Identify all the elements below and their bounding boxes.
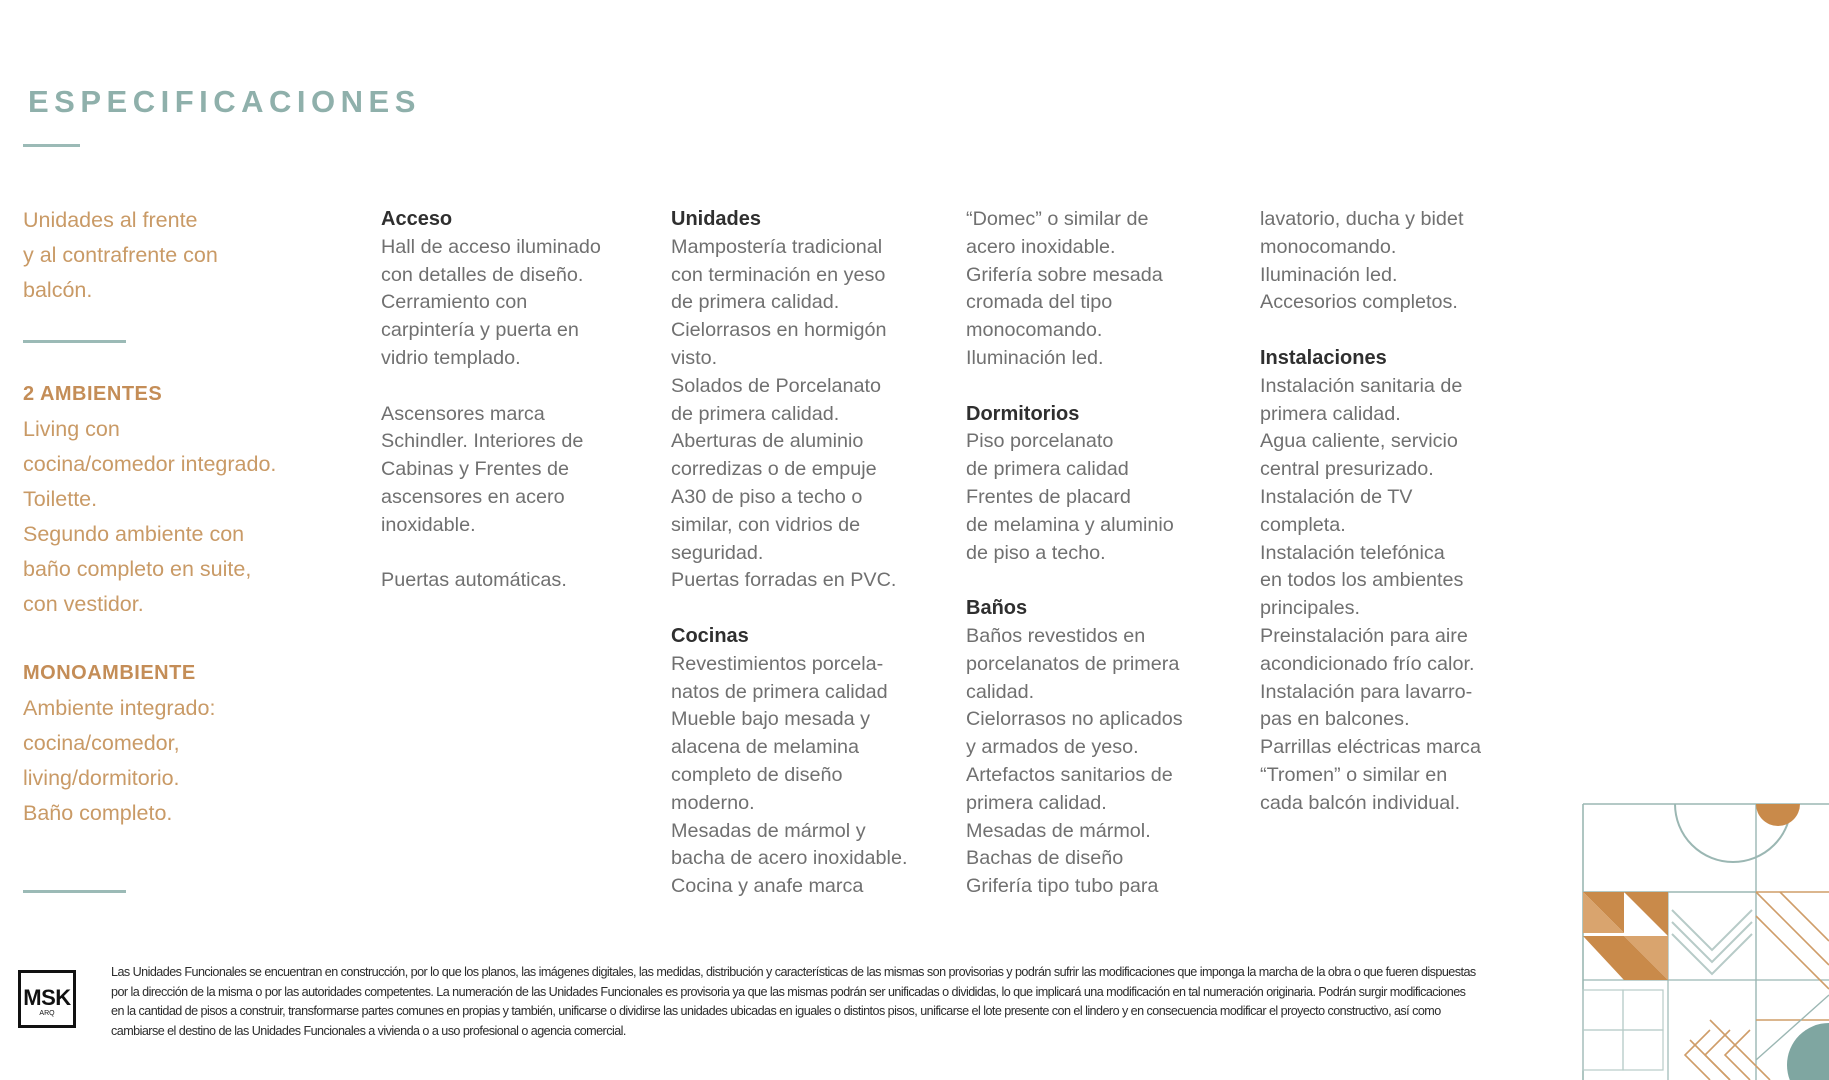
cocinas-title: Cocinas [671,624,749,647]
unidades-line: seguridad. [671,541,764,564]
logo-sub-text: ARQ [39,1010,55,1017]
column-acceso [381,206,601,595]
title-divider [23,144,80,147]
instalaciones-line: central presurizado. [1260,458,1434,481]
disclaimer-line: en la cantidad de pisos a construir, transformarse partes comunes en propias y también, unificarse o dividirse las unidades ubicadas en iguales o distintos pisos, unificarse el lote presente con el lindero y en consecuencia modificar el proyecto constructivo, así como [111,1004,1441,1019]
intro-line: Unidades al frente [23,208,198,232]
banos-line: Artefactos sanitarios de [966,763,1173,786]
dormitorios-line: de piso a techo. [966,541,1106,564]
cocinas-line: bacha de acero inoxidable. [671,847,908,870]
column-unidades [671,206,907,901]
dormitorios-line: Frentes de placard [966,485,1131,508]
mono-line: cocina/comedor, [23,731,180,755]
ascensores-line: ascensores en acero [381,485,565,508]
instalaciones-line: pas en balcones. [1260,708,1410,731]
cocinas-line: moderno. [671,791,755,814]
unidades-line: con terminación en yeso [671,263,886,286]
instalaciones-line: acondicionado frío calor. [1260,652,1475,675]
banos-title: Baños [966,597,1028,620]
column-dormitorios-banos [966,206,1183,901]
cocinas-line: Cocina y anafe marca [671,875,864,898]
mono-line: Ambiente integrado: [23,696,216,720]
two-rooms-heading: 2 AMBIENTES [23,383,163,405]
acceso-line: vidrio templado. [381,346,521,369]
banos-continued-line: Accesorios completos. [1260,291,1458,314]
intro-line: y al contrafrente con [23,243,218,267]
ascensores-line: Schindler. Interiores de [381,430,584,453]
mono-heading: MONOAMBIENTE [23,662,196,684]
cocinas-line: Mueble bajo mesada y [671,708,871,731]
acceso-line: carpintería y puerta en [381,319,579,342]
cocinas-line: Revestimientos porcela- [671,652,884,675]
instalaciones-line: Instalación telefónica [1260,541,1445,564]
ascensores-line: Ascensores marca [381,402,545,425]
dormitorios-line: de melamina y aluminio [966,513,1174,536]
instalaciones-line: Agua caliente, servicio [1260,430,1458,453]
two-rooms-line: Living con [23,417,120,441]
banos-line: Mesadas de mármol. [966,819,1151,842]
acceso-line: con detalles de diseño. [381,263,584,286]
msk-logo [18,970,76,1028]
cocinas-continued-line: “Domec” o similar de [966,208,1149,230]
unidades-line: Puertas forradas en PVC. [671,569,897,592]
unidades-line: visto. [671,346,718,369]
two-rooms-line: con vestidor. [23,592,144,616]
cocinas-continued-line: acero inoxidable. [966,235,1116,258]
cocinas-line: Mesadas de mármol y [671,819,866,842]
column-instalaciones [1260,206,1481,818]
banos-line: Grifería tipo tubo para [966,875,1159,898]
page-title: ESPECIFICACIONES [28,84,421,119]
two-rooms-line: baño completo en suite, [23,557,252,581]
puertas-line: Puertas automáticas. [381,569,567,592]
acceso-title: Acceso [381,208,453,230]
instalaciones-line: Preinstalación para aire [1260,624,1468,647]
cocinas-line: alacena de melamina [671,736,860,759]
teal-circle [1787,1023,1829,1080]
instalaciones-line: Instalación de TV [1260,485,1413,508]
dormitorios-line: de primera calidad [966,458,1129,481]
banos-line: primera calidad. [966,791,1107,814]
dormitorios-line: Piso porcelanato [966,430,1114,453]
instalaciones-line: Parrillas eléctricas marca [1260,736,1481,759]
two-rooms-section [23,377,276,622]
instalaciones-line: Instalación sanitaria de [1260,374,1463,397]
orange-half-circle [1756,804,1800,826]
unidades-line: de primera calidad. [671,291,840,314]
banos-continued-line: monocomando. [1260,235,1397,258]
decorative-pattern [1580,800,1829,1080]
instalaciones-title: Instalaciones [1260,346,1387,369]
mono-line: Baño completo. [23,801,173,825]
unidades-line: Aberturas de aluminio [671,430,864,453]
instalaciones-line: primera calidad. [1260,402,1401,425]
ascensores-line: inoxidable. [381,513,476,536]
unidades-line: de primera calidad. [671,402,840,425]
instalaciones-line: completa. [1260,513,1346,536]
two-rooms-line: cocina/comedor integrado. [23,452,277,476]
cocinas-line: completo de diseño [671,763,843,786]
unidades-title: Unidades [671,208,762,230]
ascensores-line: Cabinas y Frentes de [381,458,570,481]
banos-continued-line: Iluminación led. [1260,263,1398,286]
mono-section [23,656,215,831]
cocinas-continued-line: Grifería sobre mesada [966,263,1163,286]
instalaciones-line: en todos los ambientes [1260,569,1464,592]
dormitorios-title: Dormitorios [966,402,1080,425]
banos-line: calidad. [966,680,1035,703]
intro-text [23,203,218,308]
banos-line: porcelanatos de primera [966,652,1180,675]
intro-divider [23,340,126,343]
banos-continued-line: lavatorio, ducha y bidet [1260,208,1464,230]
banos-line: Bachas de diseño [966,847,1124,870]
unidades-line: Cielorrasos en hormigón [671,319,887,342]
banos-line: Cielorrasos no aplicados [966,708,1183,731]
unidades-line: similar, con vidrios de [671,513,861,536]
instalaciones-line: Instalación para lavarro- [1260,680,1473,703]
disclaimer-line: Las Unidades Funcionales se encuentran en construcción, por lo que los planos, las imágenes digitales, las medidas, distribución y características de las mismas son provisorias y podrán sufrir las modificaciones que imponga la marcha de la obra o que fueren dispuestas [111,965,1476,979]
cocinas-continued-line: monocomando. [966,319,1103,342]
unidades-line: A30 de piso a techo o [671,485,863,508]
instalaciones-line: “Tromen” o similar en [1260,763,1448,786]
cocinas-continued-line: Iluminación led. [966,346,1104,369]
banos-line: Baños revestidos en [966,624,1146,647]
instalaciones-line: cada balcón individual. [1260,791,1461,814]
acceso-line: Cerramiento con [381,291,528,314]
cocinas-continued-line: cromada del tipo [966,291,1113,314]
mono-line: living/dormitorio. [23,766,180,790]
intro-line: balcón. [23,278,93,302]
disclaimer-line: cambiarse el destino de las Unidades Funcionales a vivienda o a uso profesional o agencia comercial. [111,1023,626,1038]
banos-line: y armados de yeso. [966,736,1139,759]
two-rooms-line: Toilette. [23,487,98,511]
two-rooms-line: Segundo ambiente con [23,522,245,546]
unidades-line: corredizas o de empuje [671,458,877,481]
instalaciones-line: principales. [1260,597,1361,620]
acceso-line: Hall de acceso iluminado [381,235,601,258]
unidades-line: Solados de Porcelanato [671,374,882,397]
legal-disclaimer [111,963,1533,1041]
mono-divider [23,890,126,893]
logo-main-text: MSK [23,985,71,1010]
disclaimer-line: por la dirección de la misma o por las autoridades competentes. La numeración de las Unidades Funcionales es provisoria ya que las mismas podrán ser unificadas o divididas, lo que implicará una modificación en tal numeración originaria. Podrán surgir modificaciones [111,984,1466,999]
cocinas-line: natos de primera calidad [671,680,888,703]
unidades-line: Mampostería tradicional [671,235,883,258]
